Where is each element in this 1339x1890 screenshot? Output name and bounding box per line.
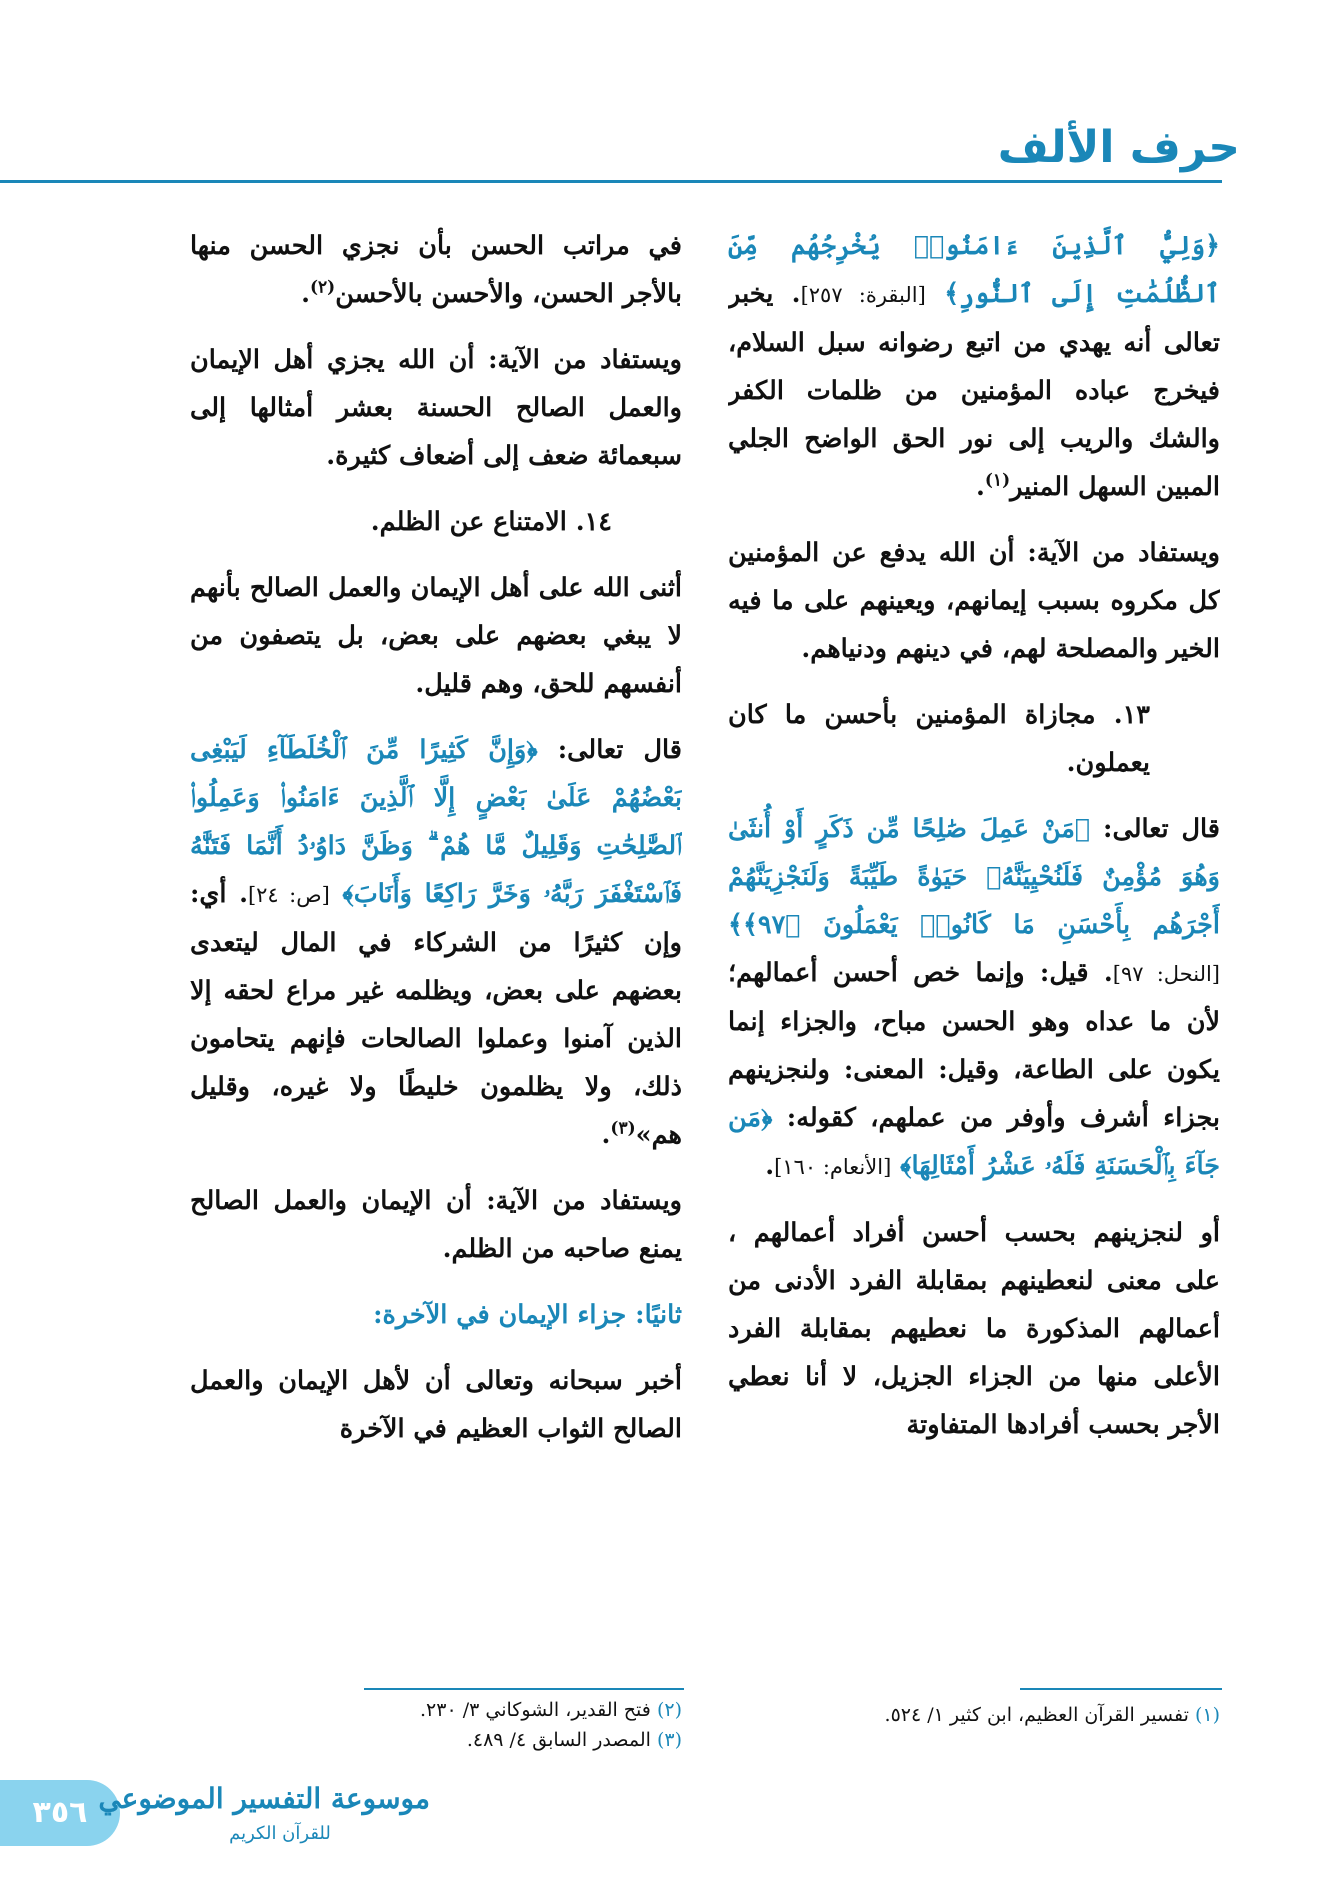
footnote-number: (٢) <box>656 1699 682 1721</box>
footnote-marker[interactable]: (٢) <box>309 277 336 298</box>
quran-verse: ﴿مَنْ عَمِلَ صَٰلِحًا مِّن ذَكَرٍ أَوْ أُنثَىٰ وَهُوَ مُؤْمِنٌ فَلَنُحْيِيَنَّهُۥ حَيَوٰةً طَيِّبَةً وَلَنَجْزِيَنَّهُمْ أَجْرَهُم بِأَحْسَنِ مَا كَانُوا۟ يَعْمَلُونَ ﴿٩٧﴾﴾ <box>728 814 1220 940</box>
footnote-item <box>190 1725 682 1755</box>
footnote-text: المصدر السابق ٤/ ٤٨٩. <box>466 1729 651 1751</box>
paragraph: أثنى الله على أهل الإيمان والعمل الصالح بأنهم لا يبغي بعضهم على بعض، بل يتصفون من أنفسهم للحق، وهم قليل. <box>190 573 682 699</box>
section-heading: ١٤. الامتناع عن الظلم. <box>370 507 612 537</box>
paragraph: ويستفاد من الآية: أن الله يجزي أهل الإيمان والعمل الصالح الحسنة بعشر أمثالها إلى سبعمائة ضعف إلى أضعاف كثيرة. <box>190 345 682 471</box>
footnote-number: (٣) <box>656 1729 682 1751</box>
footnote-marker[interactable]: (١) <box>984 470 1011 491</box>
paragraph: ويستفاد من الآية: أن الإيمان والعمل الصالح يمنع صاحبه من الظلم. <box>190 1186 682 1264</box>
header-divider <box>0 180 1222 183</box>
quran-verse: ﴿وَلِيُّ ٱلَّذِينَ ءَامَنُوا۟ يُخْرِجُهُم مِّنَ ٱلظُّلُمَٰتِ إِلَى ٱلنُّورِ﴾ <box>728 231 1220 309</box>
footnote-item <box>728 1700 1220 1730</box>
paragraph: أو لنجزينهم بحسب أحسن أفراد أعمالهم ، على معنى لنعطينهم بمقابلة الفرد الأدنى من أعمالهم المذكورة ما نعطيهم بمقابلة الفرد الأعلى منها من الجزاء الجزيل، لا أنا نعطي الأجر بحسب أفرادها المتفاوتة <box>728 1218 1220 1440</box>
paragraph-text: في مراتب الحسن بأن نجزي الحسن منها بالأجر الحسن، والأحسن بالأحسن <box>190 231 682 309</box>
verse-reference: [الأنعام: ١٦٠] <box>774 1155 892 1179</box>
right-column <box>728 222 1220 1702</box>
paragraph-text: . يخبر تعالى أنه يهدي من اتبع رضوانه سبل السلام، فيخرج عباده المؤمنين من ظلمات الكفر والشك والريب إلى نور الحق الواضح الجلي المبين السهل المنير <box>728 279 1220 502</box>
page-number: ٣٥٦ <box>32 1795 88 1830</box>
paragraph-text: . قيل: وإنما خص أحسن أعمالهم؛ لأن ما عداه وهو الحسن مباح، والجزاء إنما يكون على الطاعة، وقيل: المعنى: ولنجزينهم بجزاء أشرف وأوفر من عملهم، كقوله: <box>728 958 1220 1133</box>
encyclopedia-logo: موسوعة التفسير الموضوعي <box>98 1782 430 1815</box>
intro-text: قال تعالى: <box>1090 814 1220 844</box>
intro-text: قال تعالى: <box>537 735 682 765</box>
paragraph-end: . <box>601 1120 611 1150</box>
footnote-item <box>190 1695 682 1725</box>
left-column <box>190 222 682 1702</box>
section-heading: ١٣. مجازاة المؤمنين بأحسن ما كان يعملون. <box>728 700 1150 778</box>
footnote-number: (١) <box>1194 1704 1220 1726</box>
chapter-title: حرف الألف <box>997 122 1240 173</box>
footnote-text: تفسير القرآن العظيم، ابن كثير ١/ ٥٢٤. <box>884 1704 1189 1726</box>
paragraph <box>728 805 1220 1191</box>
verse-reference: [النحل: ٩٧] <box>1112 962 1220 986</box>
paragraph-end: . <box>765 1151 775 1181</box>
footnote-text: فتح القدير، الشوكاني ٣/ ٢٣٠. <box>419 1699 651 1721</box>
paragraph: ويستفاد من الآية: أن الله يدفع عن المؤمنين كل مكروه بسبب إيمانهم، ويعينهم على ما فيه الخير والمصلحة لهم، في دينهم ودنياهم. <box>728 538 1220 664</box>
paragraph-end: . <box>975 472 985 502</box>
paragraph-end: . <box>301 279 310 309</box>
paragraph <box>190 726 682 1159</box>
verse-reference: [البقرة: ٢٥٧] <box>800 283 926 307</box>
encyclopedia-logo-subtitle: للقرآن الكريم <box>229 1823 331 1844</box>
footnote-divider <box>1020 1688 1222 1690</box>
paragraph <box>190 222 682 318</box>
footnote-marker[interactable]: (٣) <box>610 1118 636 1139</box>
paragraph-text: . أي: وإن كثيرًا من الشركاء في المال ليتعدى بعضهم على بعض، ويظلمه غير مراع لحقه إلا الذين آمنوا وعملوا الصالحات فإنهم يتحامون ذلك، ولا يظلمون خليطًا ولا غيره، وقليل هم» <box>190 879 682 1150</box>
footnote-divider <box>364 1688 684 1690</box>
quran-verse: ﴿مَن جَآءَ بِٱلْحَسَنَةِ فَلَهُۥ عَشْرُ أَمْثَالِهَا﴾ <box>728 1103 1220 1181</box>
section-subheading: ثانيًا: جزاء الإيمان في الآخرة: <box>373 1300 682 1330</box>
verse-reference: [ص: ٢٤] <box>247 883 330 907</box>
quran-verse: ﴿وَإِنَّ كَثِيرًا مِّنَ ٱلْخُلَطَآءِ لَيَبْغِى بَعْضُهُمْ عَلَىٰ بَعْضٍ إِلَّا ٱلَّذِينَ ءَامَنُوا۟ وَعَمِلُوا۟ ٱلصَّٰلِحَٰتِ وَقَلِيلٌ مَّا هُمْ ۗ وَظَنَّ دَاوُۥدُ أَنَّمَا فَتَنَّٰهُ فَٱسْتَغْفَرَ رَبَّهُۥ وَخَرَّ رَاكِعًا وَأَنَابَ﴾ <box>190 735 682 909</box>
paragraph: أخبر سبحانه وتعالى أن لأهل الإيمان والعمل الصالح الثواب العظيم في الآخرة <box>190 1366 682 1444</box>
paragraph <box>728 222 1220 511</box>
